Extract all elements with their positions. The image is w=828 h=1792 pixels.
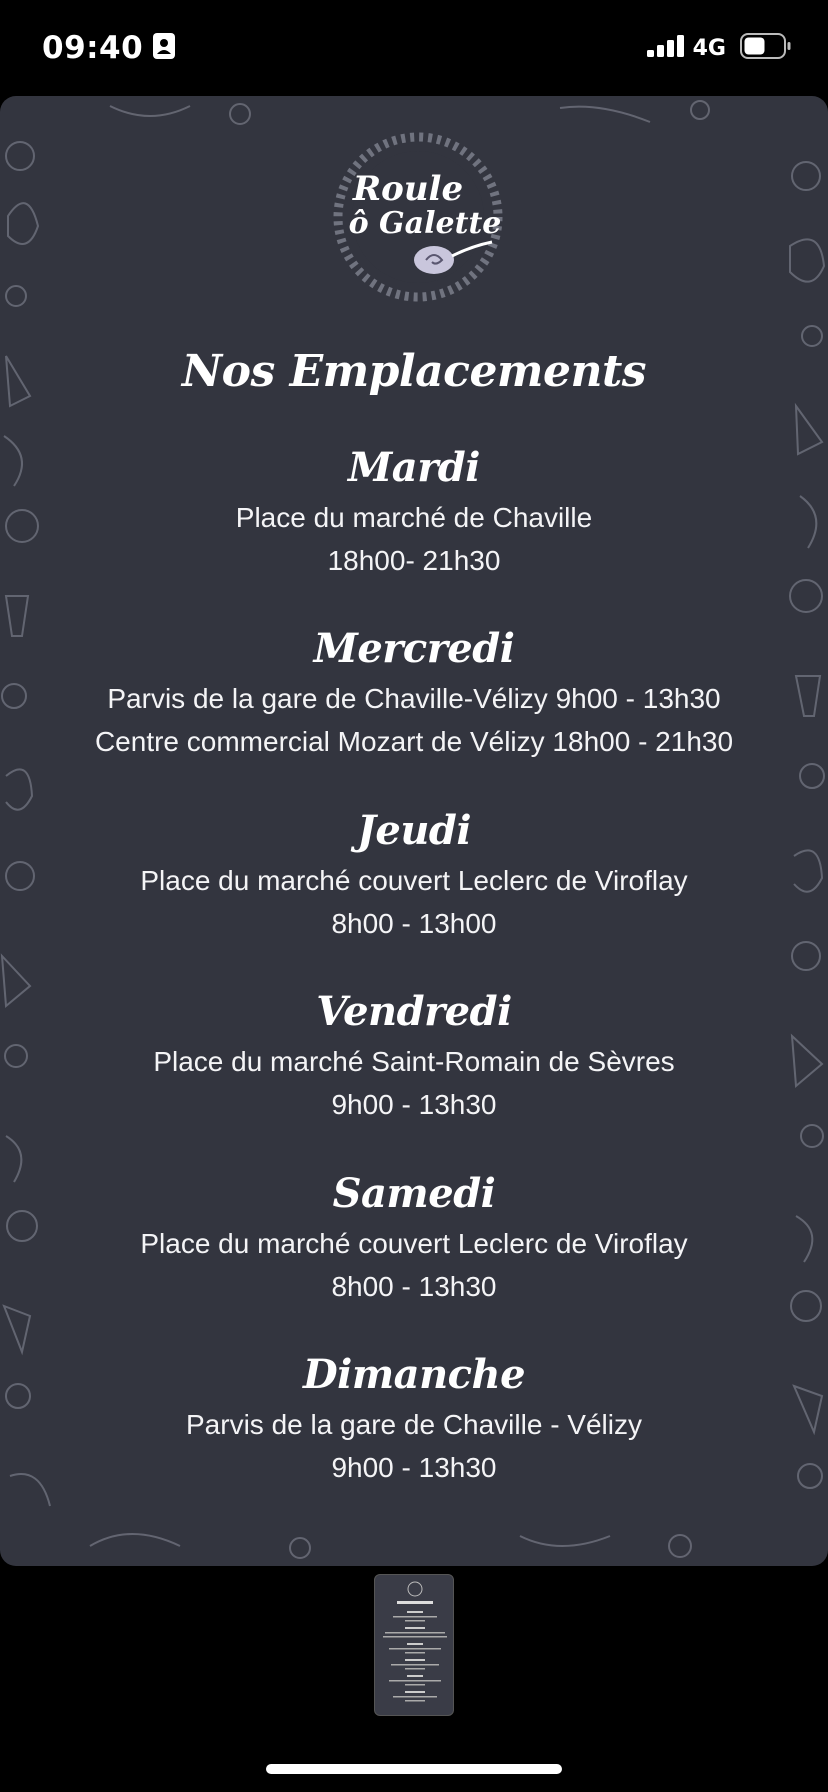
hours-line: 18h00- 21h30 [327,545,501,576]
day-section-mardi [0,440,828,582]
day-heading: Mardi [348,444,480,491]
location-line: Place du marché de Chaville [235,502,593,533]
signal-strength-icon [647,35,685,62]
day-section-samedi [0,1166,828,1308]
brand-logo [322,132,514,302]
network-type: 4G [692,35,726,61]
contact-card-icon [153,33,175,64]
status-left [42,30,175,66]
day-heading: Jeudi [356,807,472,854]
menu-image[interactable] [0,96,828,1566]
logo-text [322,132,514,302]
image-thumbnail[interactable] [374,1574,454,1716]
home-indicator[interactable] [266,1764,562,1774]
day-section-dimanche [0,1347,828,1489]
status-right [647,33,792,64]
hours-line: 8h00 - 13h00 [331,908,497,939]
hours-line: 9h00 - 13h30 [331,1089,497,1120]
location-line: Parvis de la gare de Chaville - Vélizy [186,1409,642,1440]
day-section-jeudi [0,803,828,945]
location-line: Place du marché couvert Leclerc de Viroflay [140,865,688,896]
day-section-mercredi [0,621,828,763]
location-line: Place du marché Saint-Romain de Sèvres [153,1046,675,1077]
location-line: Centre commercial Mozart de Vélizy 18h00 - 21h30 [94,726,734,757]
status-bar [0,0,828,96]
day-heading: Samedi [332,1170,496,1217]
day-heading: Mercredi [313,625,515,672]
thumbnail-preview-icon [375,1575,454,1716]
battery-icon [740,33,792,64]
status-time: 09:40 [42,30,144,66]
brand-line-1: Roule [352,169,464,210]
hours-line: 8h00 - 13h30 [331,1271,497,1302]
day-heading: Vendredi [316,988,512,1035]
location-line: Parvis de la gare de Chaville-Vélizy 9h00 - 13h30 [107,683,721,714]
brand-line-2: ô Galette [348,206,502,242]
hours-line: 9h00 - 13h30 [331,1452,497,1483]
location-line: Place du marché couvert Leclerc de Viroflay [140,1228,688,1259]
day-section-vendredi [0,984,828,1126]
day-heading: Dimanche [302,1351,526,1398]
page-title: Nos Emplacements [181,346,647,397]
